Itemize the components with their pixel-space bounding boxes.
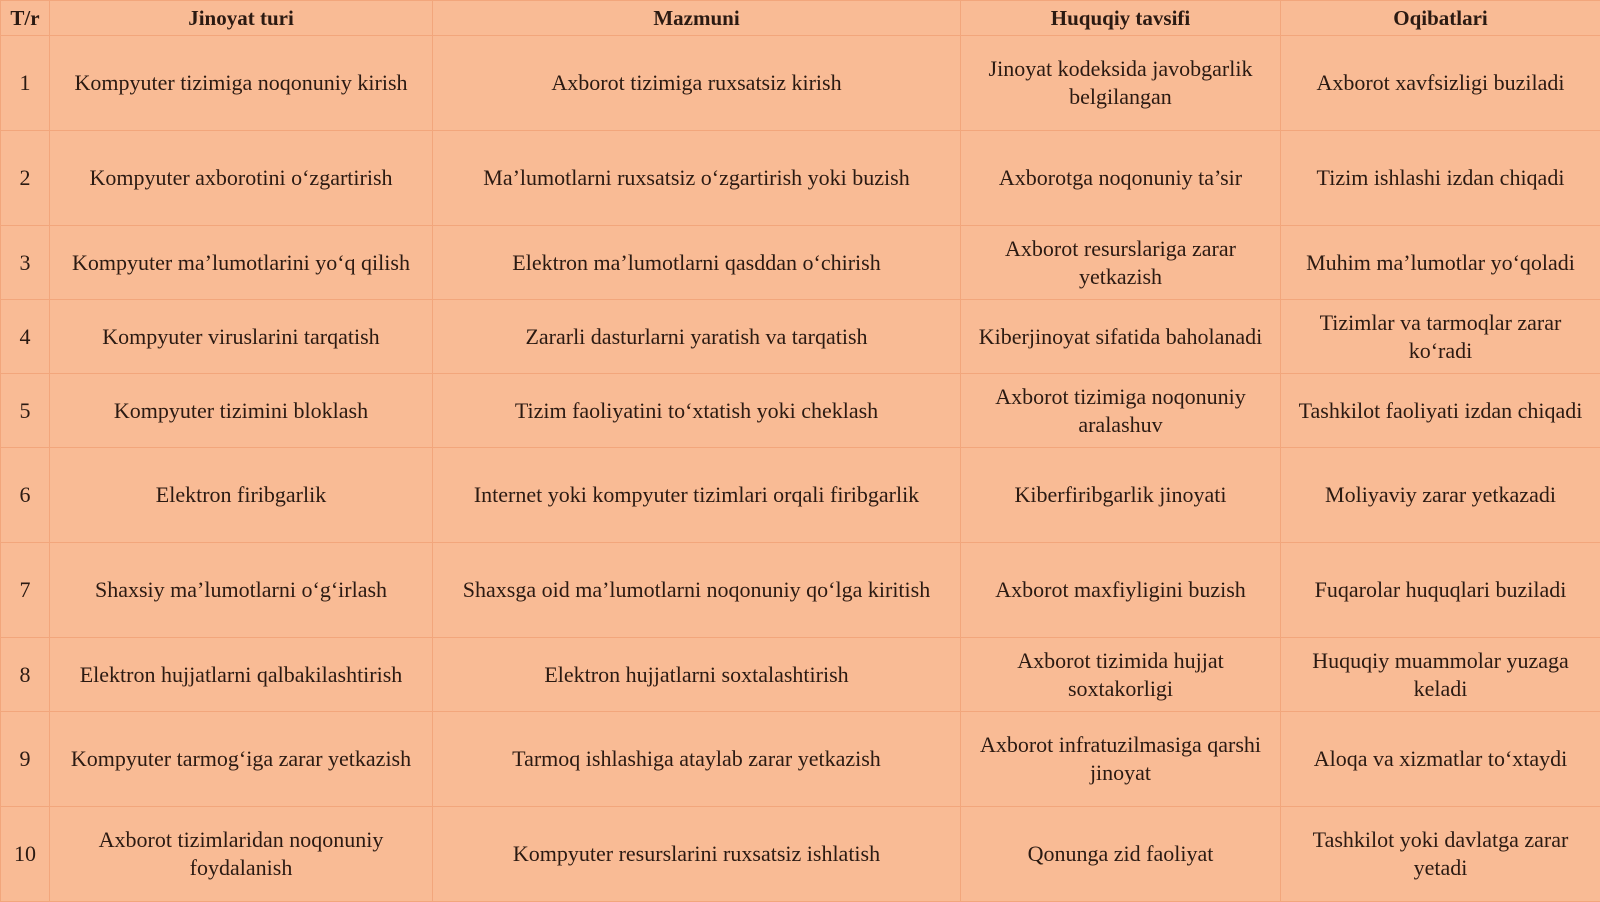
crime-type-cell: Kompyuter tarmog‘iga zarar yetkazish [50, 712, 433, 807]
row-number: 2 [1, 131, 50, 226]
table-row [1, 36, 1600, 131]
row-number: 1 [1, 36, 50, 131]
header-content: Mazmuni [433, 1, 961, 36]
row-number: 8 [1, 638, 50, 712]
consequences-cell: Tizimlar va tarmoqlar zarar ko‘radi [1281, 300, 1600, 374]
consequences-cell: Fuqarolar huquqlari buziladi [1281, 543, 1600, 638]
crime-type-cell: Axborot tizimlaridan noqonuniy foydalanish [50, 807, 433, 902]
consequences-cell: Muhim ma’lumotlar yo‘qoladi [1281, 226, 1600, 300]
consequences-cell: Tashkilot faoliyati izdan chiqadi [1281, 374, 1600, 448]
consequences-cell: Tizim ishlashi izdan chiqadi [1281, 131, 1600, 226]
content-cell: Shaxsga oid ma’lumotlarni noqonuniy qo‘lga kiritish [433, 543, 961, 638]
legal-description-cell: Kiberjinoyat sifatida baholanadi [961, 300, 1281, 374]
header-number: T/r [1, 1, 50, 36]
content-cell: Tarmoq ishlashiga ataylab zarar yetkazish [433, 712, 961, 807]
crime-type-cell: Kompyuter ma’lumotlarini yo‘q qilish [50, 226, 433, 300]
crime-type-cell: Shaxsiy ma’lumotlarni o‘g‘irlash [50, 543, 433, 638]
header-legal-description: Huquqiy tavsifi [961, 1, 1281, 36]
legal-description-cell: Axborot tizimiga noqonuniy aralashuv [961, 374, 1281, 448]
legal-description-cell: Qonunga zid faoliyat [961, 807, 1281, 902]
row-number: 3 [1, 226, 50, 300]
legal-description-cell: Axborotga noqonuniy ta’sir [961, 131, 1281, 226]
legal-description-cell: Axborot maxfiyligini buzish [961, 543, 1281, 638]
content-cell: Ma’lumotlarni ruxsatsiz o‘zgartirish yoki buzish [433, 131, 961, 226]
row-number: 7 [1, 543, 50, 638]
content-cell: Internet yoki kompyuter tizimlari orqali firibgarlik [433, 448, 961, 543]
row-number: 5 [1, 374, 50, 448]
table-row [1, 712, 1600, 807]
table-row [1, 543, 1600, 638]
crime-type-cell: Kompyuter tizimiga noqonuniy kirish [50, 36, 433, 131]
table-row [1, 448, 1600, 543]
content-cell: Axborot tizimiga ruxsatsiz kirish [433, 36, 961, 131]
crime-type-cell: Elektron firibgarlik [50, 448, 433, 543]
table-row [1, 226, 1600, 300]
consequences-cell: Aloqa va xizmatlar to‘xtaydi [1281, 712, 1600, 807]
table-row [1, 300, 1600, 374]
legal-description-cell: Kiberfiribgarlik jinoyati [961, 448, 1281, 543]
header-crime-type: Jinoyat turi [50, 1, 433, 36]
consequences-cell: Huquqiy muammolar yuzaga keladi [1281, 638, 1600, 712]
consequences-cell: Tashkilot yoki davlatga zarar yetadi [1281, 807, 1600, 902]
row-number: 4 [1, 300, 50, 374]
table-row [1, 131, 1600, 226]
table-row [1, 638, 1600, 712]
row-number: 10 [1, 807, 50, 902]
legal-description-cell: Axborot infratuzilmasiga qarshi jinoyat [961, 712, 1281, 807]
content-cell: Zararli dasturlarni yaratish va tarqatish [433, 300, 961, 374]
content-cell: Elektron ma’lumotlarni qasddan o‘chirish [433, 226, 961, 300]
table-row [1, 807, 1600, 902]
row-number: 9 [1, 712, 50, 807]
table-row [1, 374, 1600, 448]
content-cell: Tizim faoliyatini to‘xtatish yoki cheklash [433, 374, 961, 448]
consequences-cell: Moliyaviy zarar yetkazadi [1281, 448, 1600, 543]
legal-description-cell: Jinoyat kodeksida javobgarlik belgilangan [961, 36, 1281, 131]
header-row [1, 1, 1600, 36]
crime-type-cell: Kompyuter tizimini bloklash [50, 374, 433, 448]
header-consequences: Oqibatlari [1281, 1, 1600, 36]
crime-type-cell: Kompyuter viruslarini tarqatish [50, 300, 433, 374]
content-cell: Kompyuter resurslarini ruxsatsiz ishlatish [433, 807, 961, 902]
crime-type-cell: Elektron hujjatlarni qalbakilashtirish [50, 638, 433, 712]
legal-description-cell: Axborot tizimida hujjat soxtakorligi [961, 638, 1281, 712]
legal-description-cell: Axborot resurslariga zarar yetkazish [961, 226, 1281, 300]
consequences-cell: Axborot xavfsizligi buziladi [1281, 36, 1600, 131]
crime-type-cell: Kompyuter axborotini o‘zgartirish [50, 131, 433, 226]
row-number: 6 [1, 448, 50, 543]
content-cell: Elektron hujjatlarni soxtalashtirish [433, 638, 961, 712]
